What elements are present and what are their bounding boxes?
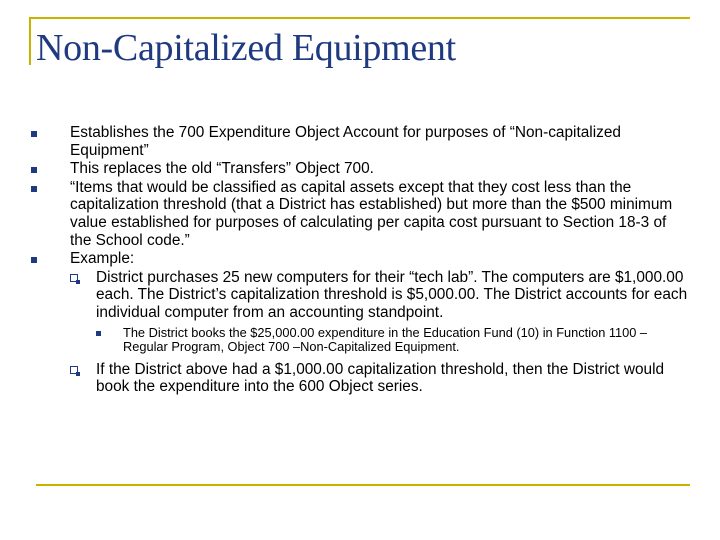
title-accent-rule-vertical xyxy=(29,17,31,65)
square-bullet-icon xyxy=(31,257,37,263)
bullet-text: Establishes the 700 Expenditure Object Account for purposes of “Non-capitalized Equipment” xyxy=(70,124,621,159)
sub-bullet-item xyxy=(30,361,690,396)
square-bullet-icon xyxy=(96,331,101,336)
sub-bullet-text: District purchases 25 new computers for their “tech lab”. The computers are $1,000.00 each. The District’s capitalization threshold is $5,000.00. The District accounts for each individual computer from an accounting standpoint. xyxy=(96,268,688,321)
bullet-item xyxy=(30,250,690,268)
footer-accent-rule xyxy=(36,484,690,486)
sub-sub-bullet-text: The District books the $25,000.00 expenditure in the Education Fund (10) in Function 1100 – Regular Program, Object 700 –Non-Capitalized Equipment. xyxy=(123,324,648,355)
slide-title: Non-Capitalized Equipment xyxy=(36,27,456,69)
bullet-text: “Items that would be classified as capital assets except that they cost less than the capitalization threshold (that a District has established) but more than the $500 minimum value established for purposes of calculating per capita cost pursuant to Section 18-3 of the School code.” xyxy=(70,178,673,249)
bullet-item xyxy=(30,179,690,249)
bullet-text: This replaces the old “Transfers” Object 700. xyxy=(70,160,374,178)
sub-bullet-item xyxy=(30,269,690,322)
title-accent-rule-horizontal xyxy=(29,17,690,19)
sub-sub-bullet-item xyxy=(30,326,690,355)
bullet-text: Example: xyxy=(70,250,135,268)
square-bullet-icon xyxy=(31,186,37,192)
hollow-square-bullet-icon xyxy=(70,274,78,282)
square-bullet-icon xyxy=(31,131,37,137)
bullet-item xyxy=(30,124,690,159)
sub-bullet-text: If the District above had a $1,000.00 capitalization threshold, then the District would book the expenditure into the 600 Object series. xyxy=(96,360,665,396)
bullet-item xyxy=(30,160,690,178)
slide-body xyxy=(30,124,690,397)
hollow-square-bullet-icon xyxy=(70,366,78,374)
square-bullet-icon xyxy=(31,167,37,173)
